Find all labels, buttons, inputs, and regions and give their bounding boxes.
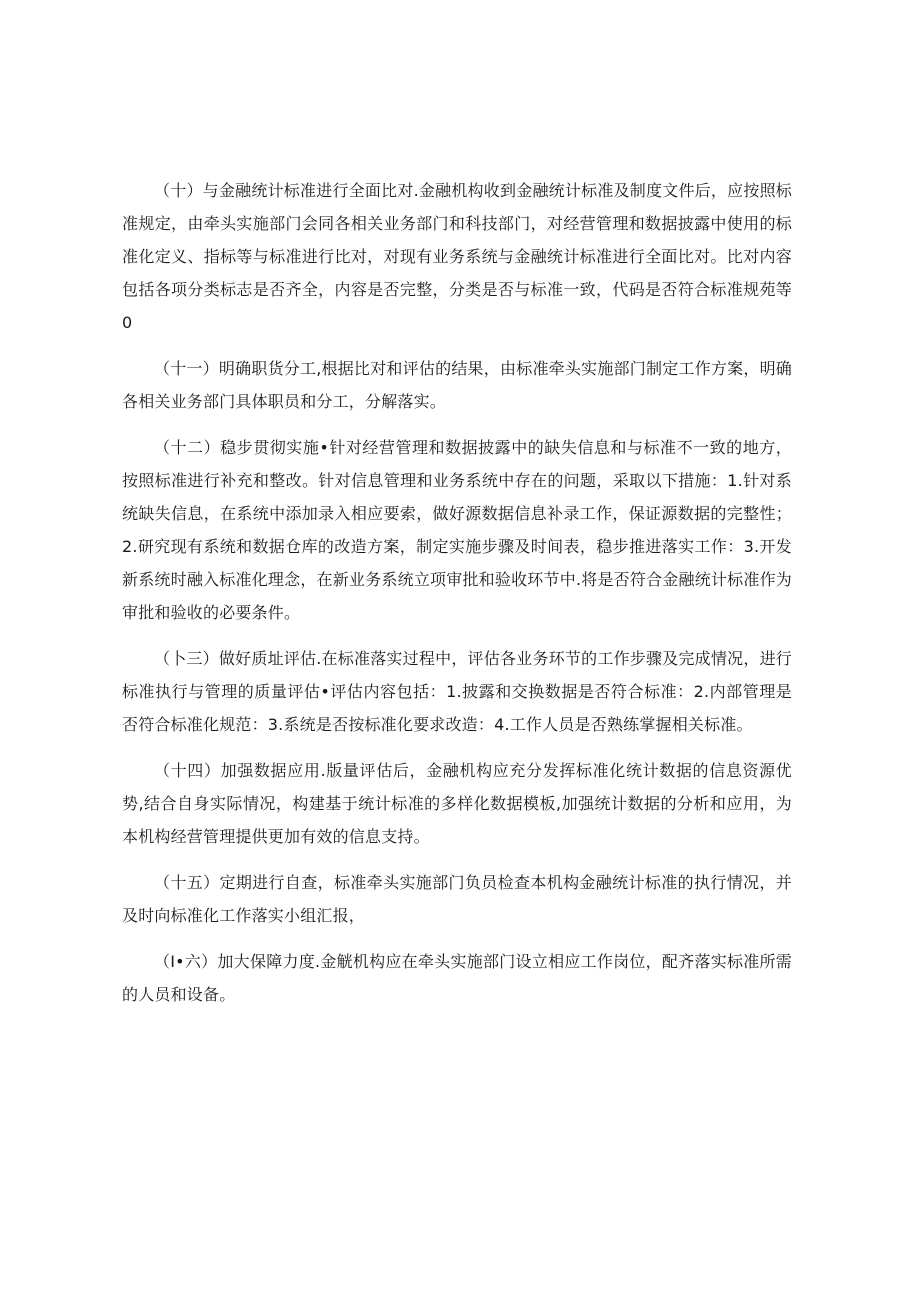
paragraph-13: （卜三）做好质址评估.在标准落实过程中，评估各业务环节的工作步骤及完成情况，进行标准执行与管理的质量评估•评估内容包括：1.披露和交换数据是否符合标准：2.内部管理是否符合标准化规范：3.系统是否按标准化要求改造：4.工作人员是否熟练掌握相关标准。 [122,649,792,734]
paragraph-14: （十四）加强数据应用.版量评估后，金融机构应充分发挥标准化统计数据的信息资源优势,结合自身实际情况，构建基于统计标准的多样化数据模板,加强统计数据的分析和应用，为本机构经营管理提供更加有效的信息支持。 [122,761,792,846]
paragraph-10: （十）与金融统计标准进行全面比对.金融机构收到金融统计标准及制度文件后，应按照标准规定，由牵头实施部门会同各相关业务部门和科技部门，对经营管理和数据披露中使用的标准化定义、指标等与标准进行比对，对现有业务系统与金融统计标准进行全面比对。比对内容包括各项分类标志是否齐全，内容是否完整，分类是否与标准一致，代码是否符合标准规苑等0 [122,181,792,332]
document-body [122,174,792,1024]
paragraph-12: （十二）稳步贯彻实施•针对经营管理和数据披露中的缺失信息和与标准不一致的地方，按照标准进行补充和整改。针对信息管理和业务系统中存在的问题，采取以下措施：1.针对系统缺失信息，在系统中添加录入相应要索，做好源数据信息补录工作，保证源数据的完整性；2.研究现有系统和数据仓库的改造方案，制定实施步骤及时间表，稳步推进落实工作：3.开发新系统时融入标准化理念，在新业务系统立项审批和验收环节中.将是否符合金融统计标准作为审批和验收的必要条件。 [122,438,792,622]
paragraph-16: （I•六）加大保障力度.金觥机构应在牵头实施部门设立相应工作岗位，配齐落实标准所需的人员和设备。 [122,952,792,1004]
paragraph-15: （十五）定期进行自查，标准牵头实施部门负员检查本机构金融统计标准的执行情况，并及时向标准化工作落实小组汇报， [122,873,792,925]
paragraph-11: （十一）明确职货分工,根据比对和评估的结果，由标准牵头实施部门制定工作方案，明确各相关业务部门具体职员和分工，分解落实。 [122,359,792,411]
